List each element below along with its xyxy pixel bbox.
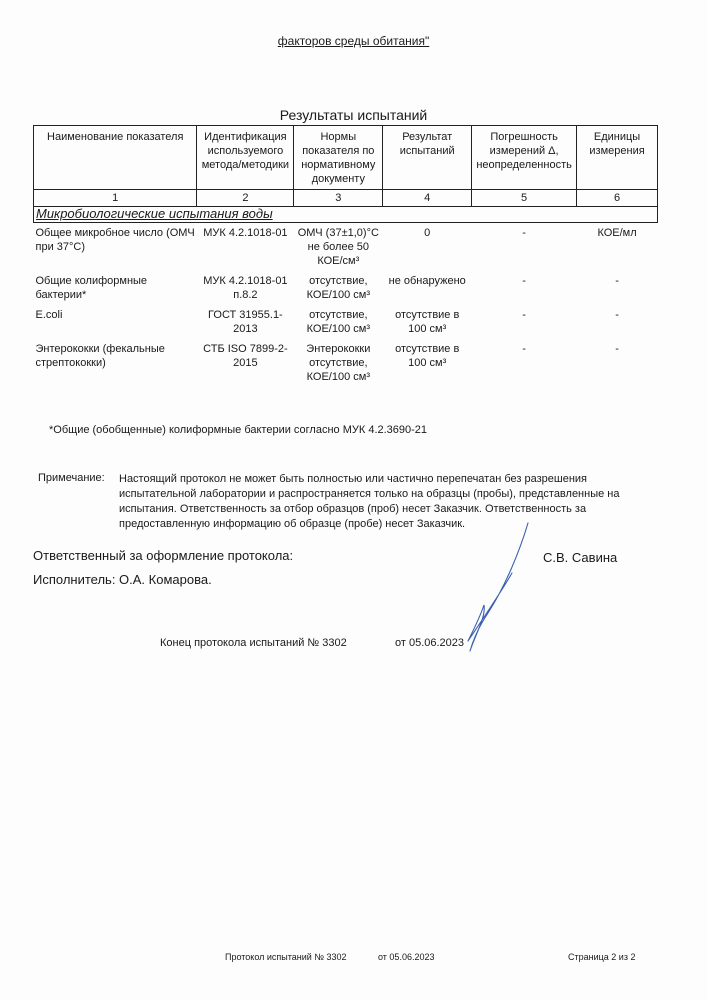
column-header: Наименование показателя <box>34 126 197 190</box>
section-row <box>34 207 658 223</box>
footnote: *Общие (обобщенные) колиформные бактерии согласно МУК 4.2.3690-21 <box>49 424 428 436</box>
row-norm: отсутствие, КОЕ/100 см³ <box>306 275 370 301</box>
column-number: 3 <box>294 190 383 207</box>
column-number: 5 <box>472 190 577 207</box>
section-title: Микробиологические испытания воды <box>34 207 658 223</box>
row-name: Энтерококки (фекальные стрептококки) <box>35 343 165 369</box>
column-header: Единицы измерения <box>577 126 658 190</box>
row-result: отсутствие в 100 см³ <box>395 309 460 335</box>
row-method: МУК 4.2.1018-01 <box>203 227 288 239</box>
row-result: не обнаружено <box>388 275 466 287</box>
row-error: - <box>522 275 526 287</box>
executor-line: Исполнитель: О.А. Комарова. <box>33 572 212 587</box>
row-unit: КОЕ/мл <box>597 227 637 239</box>
column-number: 1 <box>34 190 197 207</box>
end-date: от 05.06.2023 <box>395 637 465 649</box>
row-unit: - <box>615 275 619 287</box>
footer-date: от 05.06.2023 <box>378 952 435 962</box>
row-name: Общие колиформные бактерии* <box>35 275 148 301</box>
results-title: Результаты испытаний <box>279 107 428 123</box>
row-result: 0 <box>424 227 431 239</box>
note-label: Примечание: <box>38 472 105 484</box>
row-method: СТБ ISO 7899-2-2015 <box>203 343 288 369</box>
column-number: 2 <box>197 190 294 207</box>
row-norm: Энтерококки отсутствие, КОЕ/100 см³ <box>306 343 371 383</box>
row-error: - <box>522 309 526 321</box>
table-header-row <box>34 126 658 190</box>
responsible-name: С.В. Савина <box>543 550 618 565</box>
table-row <box>34 271 658 305</box>
footer-page: Страница 2 из 2 <box>568 952 636 962</box>
header-line: факторов среды обитания" <box>277 34 430 48</box>
row-method: МУК 4.2.1018-01 п.8.2 <box>203 275 288 301</box>
table-row <box>34 339 658 387</box>
row-unit: - <box>615 309 619 321</box>
row-error: - <box>522 227 526 239</box>
row-method: ГОСТ 31955.1-2013 <box>208 309 283 335</box>
table-row <box>34 223 658 272</box>
table-row <box>34 305 658 339</box>
responsible-label: Ответственный за оформление протокола: <box>33 548 294 563</box>
row-norm: ОМЧ (37±1,0)°С не более 50 КОЕ/см³ <box>297 227 379 267</box>
note-text: Настоящий протокол не может быть полностью или частично перепечатан без разрешения испытательной лаборатории и распространяется только на образцы (пробы), представленные на испытания. Ответственность за отбор образцов (проб) несет Заказчик. Ответственность за предоставленную информацию об образце (пробе) несет Заказчик. <box>119 473 620 530</box>
column-header: Идентификация используемого метода/методики <box>197 126 294 190</box>
footer-protocol: Протокол испытаний № 3302 <box>225 952 347 962</box>
column-header: Погрешность измерений Δ, неопределенность <box>472 126 577 190</box>
column-header: Результат испытаний <box>383 126 472 190</box>
column-number: 6 <box>577 190 658 207</box>
row-unit: - <box>615 343 619 355</box>
row-result: отсутствие в 100 см³ <box>395 343 460 369</box>
row-name: E.coli <box>35 309 63 321</box>
row-error: - <box>522 343 526 355</box>
column-number: 4 <box>383 190 472 207</box>
column-header: Нормы показателя по нормативному документу <box>294 126 383 190</box>
results-table <box>33 125 658 387</box>
end-of-protocol: Конец протокола испытаний № 3302 <box>160 637 347 649</box>
column-number-row <box>34 190 658 207</box>
row-norm: отсутствие, КОЕ/100 см³ <box>306 309 370 335</box>
row-name: Общее микробное число (ОМЧ при 37°С) <box>35 227 195 253</box>
